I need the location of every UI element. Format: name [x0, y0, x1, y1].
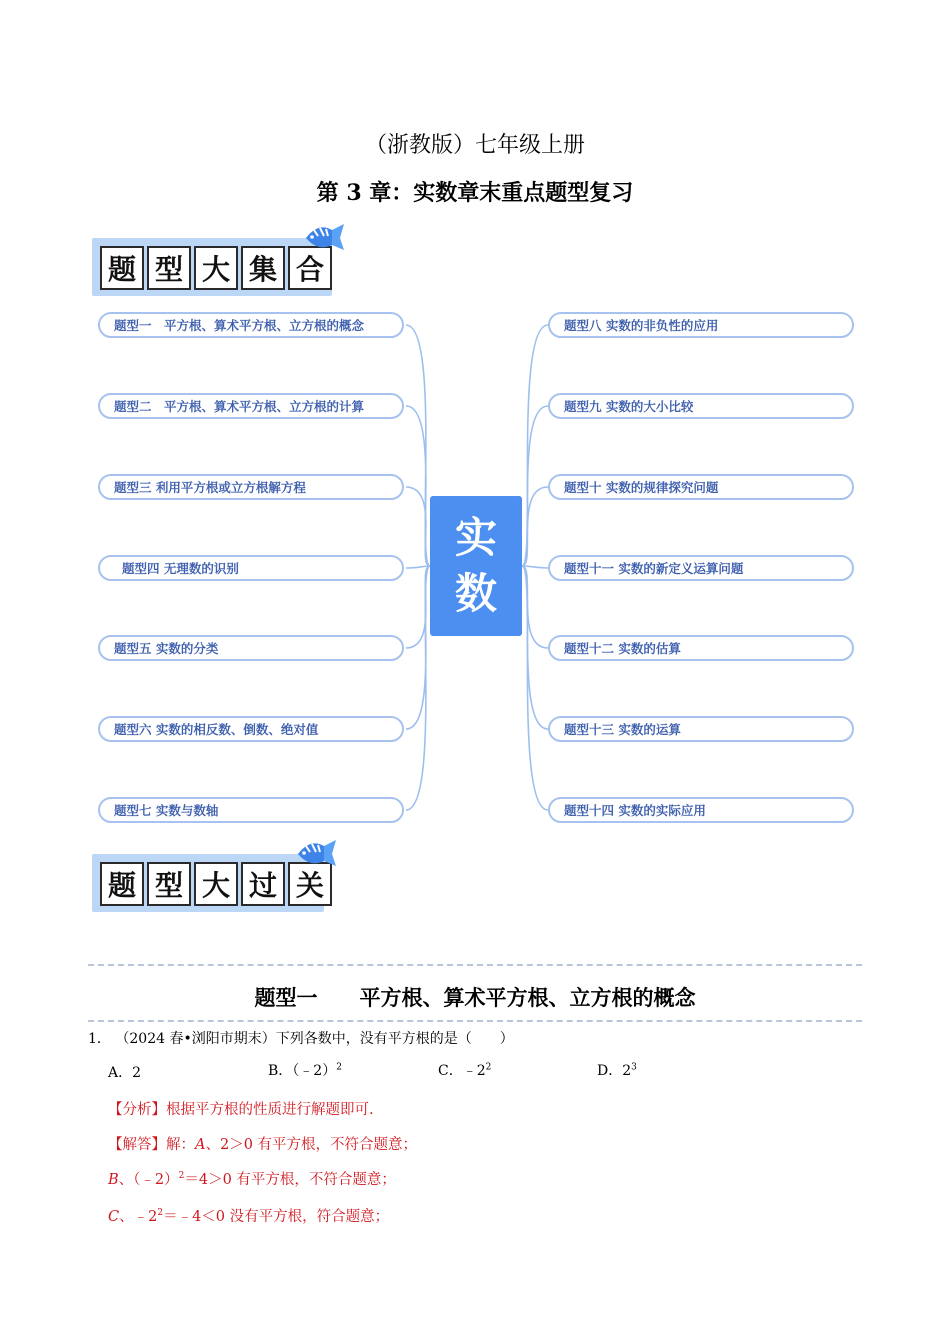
document-title: （浙教版）七年级上册: [364, 133, 585, 158]
chapter-title: 第 3 章：实数章末重点题型复习: [316, 180, 634, 206]
answer-text: 、﹣2: [119, 1209, 158, 1225]
mindmap-node-type-2: 题型二 平方根、算术平方根、立方根的计算: [98, 393, 404, 419]
answer-text: 、（﹣2）: [118, 1172, 179, 1188]
mindmap-node-type-13: 题型十三 实数的运算: [548, 716, 854, 742]
variable: B: [108, 1172, 119, 1188]
mindmap-node-type-8: 题型八 实数的非负性的应用: [548, 312, 854, 338]
mindmap-node-type-14: 题型十四 实数的实际应用: [548, 797, 854, 823]
mindmap-center: [430, 496, 522, 636]
mindmap-node-type-4: 题型四 无理数的识别: [98, 555, 404, 581]
mindmap-node-type-12: 题型十二 实数的估算: [548, 635, 854, 661]
mindmap-node-type-3: 题型三 利用平方根或立方根解方程: [98, 474, 404, 500]
section-heading: 题型一 平方根、算术平方根、立方根的概念: [254, 985, 696, 1010]
analysis-line: [108, 1098, 374, 1119]
option-value: ﹣2: [462, 1063, 486, 1079]
fish-icon: [294, 834, 338, 870]
mindmap-node-type-1: 题型一 平方根、算术平方根、立方根的概念: [98, 312, 404, 338]
banner-char: 过: [241, 862, 285, 906]
banner-char: 大: [194, 246, 238, 290]
divider: [88, 1020, 862, 1022]
analysis-text: 根据平方根的性质进行解题即可.: [166, 1102, 374, 1118]
option-label: A．: [108, 1065, 133, 1081]
answer-line-b: [108, 1168, 396, 1189]
mindmap-center-char: 实: [454, 513, 497, 562]
banner-question-types: [92, 238, 332, 296]
banner-char: 关: [288, 862, 332, 906]
option-label: B．: [268, 1063, 293, 1079]
mindmap-node-type-9: 题型九 实数的大小比较: [548, 393, 854, 419]
banner-char: 型: [147, 246, 191, 290]
exponent: 2: [336, 1062, 342, 1073]
option-value: 2: [132, 1065, 142, 1081]
analysis-tag: 【分析】: [108, 1102, 166, 1118]
mindmap-center-char: 数: [454, 569, 497, 618]
mindmap-node-type-7: 题型七 实数与数轴: [98, 797, 404, 823]
answer-text: ＝4＞0 有平方根，不符合题意；: [184, 1172, 396, 1188]
banner-practice: [92, 854, 324, 912]
question-number: 1．: [88, 1031, 111, 1047]
option-d: [597, 1060, 637, 1080]
exponent: 3: [631, 1062, 637, 1073]
option-c: [438, 1060, 491, 1080]
answer-line-c: [108, 1205, 389, 1226]
option-label: D．: [597, 1063, 623, 1079]
mindmap: [86, 296, 866, 836]
variable: A: [195, 1137, 206, 1153]
mindmap-node-type-5: 题型五 实数的分类: [98, 635, 404, 661]
banner-char: 集: [241, 246, 285, 290]
answer-tag: 【解答】: [108, 1137, 166, 1153]
variable: C: [108, 1209, 120, 1225]
option-value: 2: [622, 1063, 632, 1079]
exponent: 2: [485, 1062, 492, 1073]
answer-line-a: [108, 1133, 417, 1154]
answer-intro: 解：: [166, 1137, 195, 1153]
question-text: （2024 春•浏阳市期末）下列各数中，没有平方根的是（ ）: [115, 1031, 514, 1047]
option-b: [268, 1060, 342, 1080]
question-1: [88, 1028, 514, 1048]
exponent: 2: [178, 1171, 185, 1182]
fish-icon: [302, 218, 346, 254]
banner-char: 题: [100, 862, 144, 906]
option-label: C．: [438, 1063, 463, 1079]
mindmap-node-type-6: 题型六 实数的相反数、倒数、绝对值: [98, 716, 404, 742]
option-a: [108, 1062, 141, 1082]
answer-text: 、2＞0 有平方根，不符合题意；: [205, 1137, 418, 1153]
banner-char: 合: [288, 246, 332, 290]
mindmap-node-type-11: 题型十一 实数的新定义运算问题: [548, 555, 854, 581]
answer-text: ＝﹣4＜0 没有平方根，符合题意；: [163, 1209, 390, 1225]
option-value: （﹣2）: [292, 1063, 337, 1079]
divider: [88, 964, 862, 966]
banner-char: 题: [100, 246, 144, 290]
banner-char: 型: [147, 862, 191, 906]
banner-char: 大: [194, 862, 238, 906]
mindmap-node-type-10: 题型十 实数的规律探究问题: [548, 474, 854, 500]
exponent: 2: [157, 1208, 164, 1219]
